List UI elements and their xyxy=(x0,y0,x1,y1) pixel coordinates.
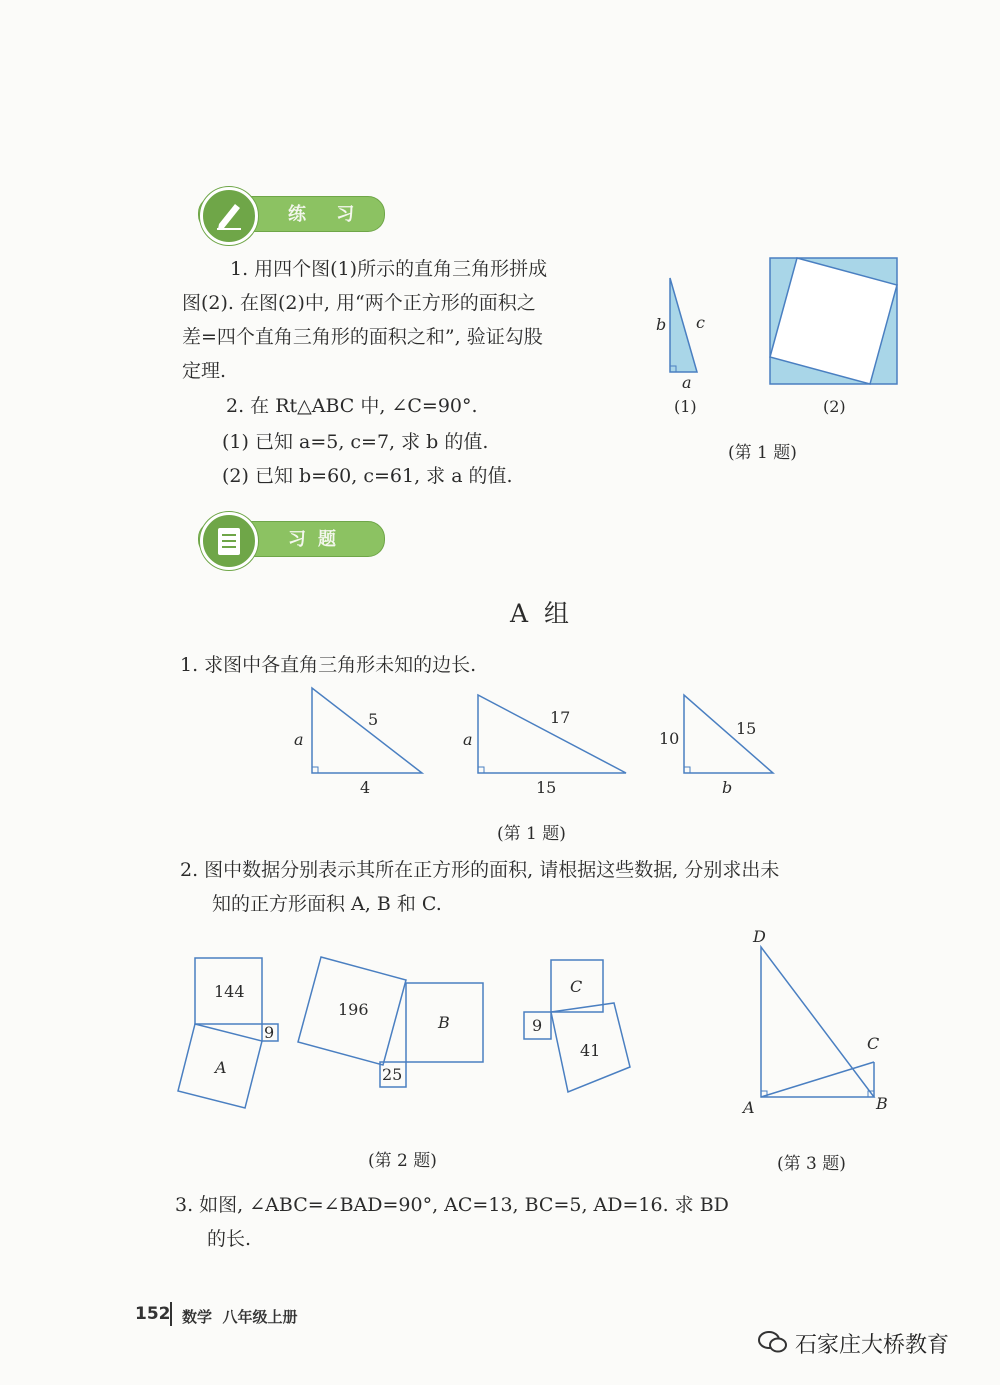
point-B-label: B xyxy=(876,1094,888,1113)
practice-banner-label: 练 习 xyxy=(288,204,367,225)
practice-q1-line1: 1. 用四个图(1)所示的直角三角形拼成 xyxy=(230,258,548,280)
triangle-3-base: b xyxy=(722,778,733,797)
figure2-square xyxy=(770,258,897,384)
square-C-label: C xyxy=(570,977,583,996)
triangle-2 xyxy=(478,695,626,773)
triangle-3-hyp: 15 xyxy=(736,719,757,738)
banner-pointer xyxy=(220,560,234,566)
triangle-1 xyxy=(312,688,422,773)
triangle-2-leg: a xyxy=(463,730,473,749)
practice-q1-line4: 定理. xyxy=(182,360,227,382)
figure1-label-b: b xyxy=(656,315,667,334)
book-title: 数学 八年级上册 xyxy=(182,1308,298,1326)
practice-q2-sub1: (1) 已知 a=5, c=7, 求 b 的值. xyxy=(222,431,489,453)
exercises-banner xyxy=(178,512,393,564)
practice-q1-line2: 图(2). 在图(2)中, 用“两个正方形的面积之 xyxy=(182,292,536,314)
triangle-3-leg: 10 xyxy=(659,729,680,748)
exercise3-diagram xyxy=(761,947,874,1097)
exercise3-caption: (第 3 题) xyxy=(777,1154,846,1174)
triangle-3 xyxy=(684,695,773,773)
point-C-label: C xyxy=(867,1034,880,1053)
practice-q1-line3: 差=四个直角三角形的面积之和”, 验证勾股 xyxy=(182,326,543,348)
group-title: A 组 xyxy=(510,599,569,628)
square-41-label: 41 xyxy=(580,1041,601,1060)
page-number: 152 xyxy=(135,1304,171,1324)
square-A-label: A xyxy=(215,1058,227,1077)
practice-q2-sub2: (2) 已知 b=60, c=61, 求 a 的值. xyxy=(222,465,513,487)
practice-banner xyxy=(178,187,393,239)
square-25-label: 25 xyxy=(382,1065,403,1084)
footer-divider xyxy=(170,1302,172,1326)
square-9-a-label: 9 xyxy=(264,1023,275,1042)
figure1-label-c: c xyxy=(696,313,705,332)
exercise1-caption: (第 1 题) xyxy=(497,824,566,844)
practice-figure-caption: (第 1 题) xyxy=(728,443,797,463)
triangle-2-hyp: 17 xyxy=(550,708,571,727)
figure1-caption: (1) xyxy=(674,397,697,416)
figure2-caption: (2) xyxy=(823,397,846,416)
triangle-1-leg: a xyxy=(294,730,304,749)
triangle-1-hyp: 5 xyxy=(368,710,379,729)
watermark-text: 石家庄大桥教育 xyxy=(795,1333,950,1358)
square-B-label: B xyxy=(438,1013,450,1032)
exercise-q3-line1: 3. 如图, ∠ABC=∠BAD=90°, AC=13, BC=5, AD=16. 求 BD xyxy=(175,1194,729,1216)
figure1-triangle xyxy=(670,278,697,372)
triangle-2-base: 15 xyxy=(536,778,557,797)
exercise-q2-line1: 2. 图中数据分别表示其所在正方形的面积, 请根据这些数据, 分别求出未 xyxy=(180,859,780,881)
exercise-q3-line2: 的长. xyxy=(207,1228,252,1250)
practice-q2-line: 2. 在 Rt△ABC 中, ∠C=90°. xyxy=(226,395,478,417)
exercise-q1: 1. 求图中各直角三角形未知的边长. xyxy=(180,654,477,676)
point-A-label: A xyxy=(743,1098,755,1117)
practice-figure xyxy=(640,250,910,470)
wechat-icon xyxy=(757,1329,789,1359)
exercise-q2-line2: 知的正方形面积 A, B 和 C. xyxy=(212,893,442,915)
square-196-label: 196 xyxy=(338,1000,369,1019)
banner-pointer xyxy=(220,235,234,241)
square-9-b-label: 9 xyxy=(532,1016,543,1035)
triangle-1-base: 4 xyxy=(360,778,371,797)
square-144-label: 144 xyxy=(214,982,245,1001)
figure1-label-a: a xyxy=(682,373,692,392)
exercise2-caption: (第 2 题) xyxy=(368,1151,437,1171)
exercises-banner-label: 习题 xyxy=(288,529,348,550)
exercise2-figure xyxy=(170,925,900,1120)
point-D-label: D xyxy=(753,927,766,946)
exercise1-figure xyxy=(280,680,800,810)
